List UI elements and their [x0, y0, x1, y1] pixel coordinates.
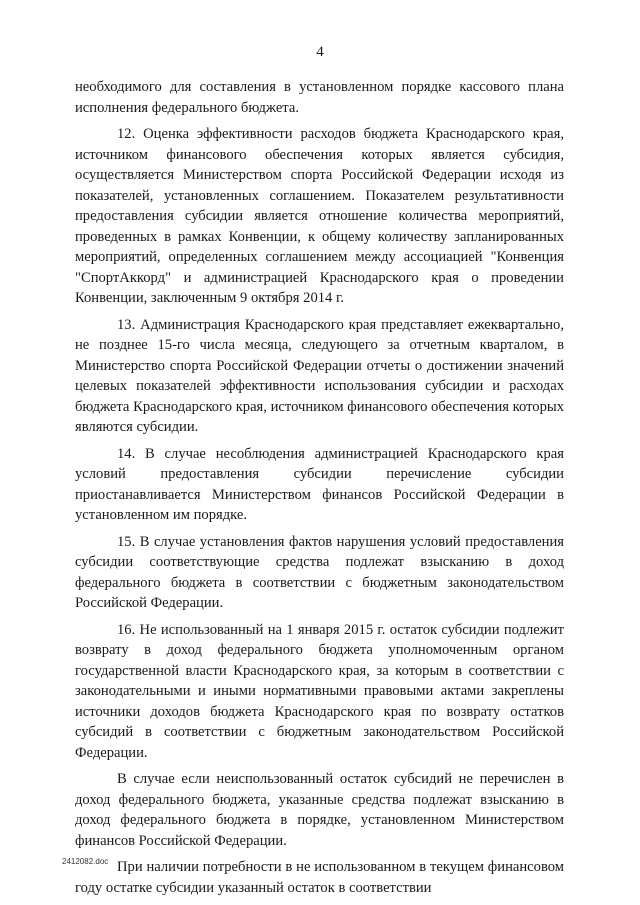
- paragraph-remaining-need: При наличии потребности в не использованном в текущем финансовом году остатке субсидии указанный остаток в соответствии: [75, 859, 564, 896]
- page-number: 4: [316, 44, 324, 60]
- document-file-code: 2412082.doc: [62, 857, 109, 866]
- paragraph-13-quarterly-report: 13. Администрация Краснодарского края представляет ежеквартально, не позднее 15-го числа месяца, следующего за отчетным кварталом, в Министерство спорта Российской Федерации отчеты о достижении значений целевых показателей эффективности использования субсидии и расходах бюджета Краснодарского края, источником финансового обеспечения которых являются субсидии.: [75, 316, 564, 435]
- paragraph-16-unused-balance: 16. Не использованный на 1 января 2015 г. остаток субсидии подлежит возврату в доход федерального бюджета уполномоченным органом государственной власти Краснодарского края, за которым в соответствии с законодательными и иными нормативными правовыми актами закреплены источники доходов бюджета Краснодарского края по возврату остатков субсидий в соответствии с бюджетным законодательством Российской Федерации.: [75, 621, 564, 761]
- paragraph-continuation: необходимого для составления в установленном порядке кассового плана исполнения федерального бюджета.: [75, 79, 564, 116]
- paragraph-recovery: В случае если неиспользованный остаток субсидий не перечислен в доход федерального бюджета, указанные средства подлежат взысканию в доход федерального бюджета в порядке, установленном Министерством финансов Российской Федерации.: [75, 771, 564, 849]
- paragraph-14-suspension: 14. В случае несоблюдения администрацией Краснодарского края условий предоставления субсидии перечисление субсидии приостанавливается Министерством финансов Российской Федерации в установленном им порядке.: [75, 445, 564, 523]
- paragraph-15-violations: 15. В случае установления фактов нарушения условий предоставления субсидии соответствующие средства подлежат взысканию в доход федерального бюджета в соответствии с бюджетным законодательством Российской Федерации.: [75, 533, 564, 611]
- paragraph-12-efficiency-assessment: 12. Оценка эффективности расходов бюджета Краснодарского края, источником финансового обеспечения которых является субсидия, осуществляется Министерством спорта Российской Федерации исходя из показателей, установленных соглашением. Показателем результативности предоставления субсидии является отношение количества мероприятий, проведенных в рамках Конвенции, к общему количеству запланированных мероприятий, определенных соглашением между ассоциацией "Конвенция "СпортАккорд" и администрацией Краснодарского края о проведении Конвенции, заключенным 9 октября 2014 г.: [75, 126, 564, 306]
- document-body: [75, 77, 564, 904]
